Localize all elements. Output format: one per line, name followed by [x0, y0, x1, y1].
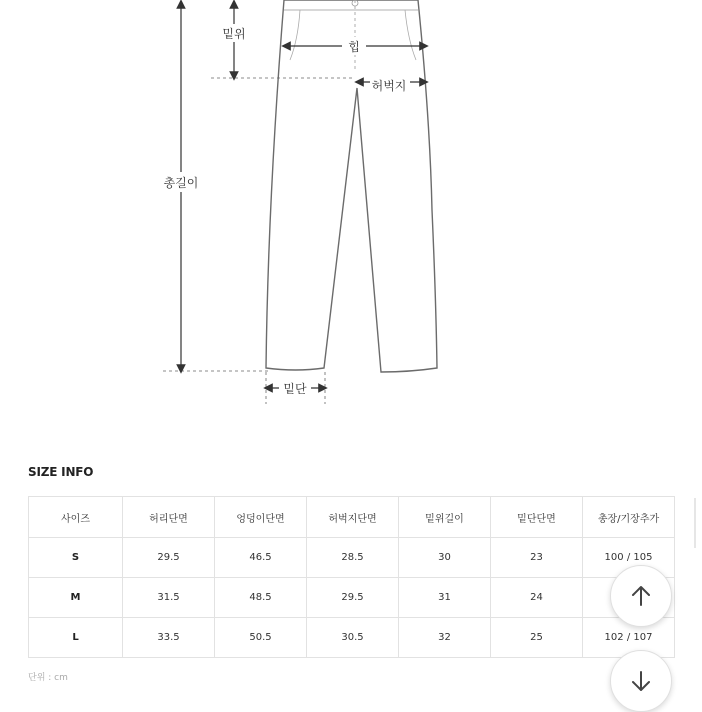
table-row — [29, 578, 675, 618]
cell-rise: 30 — [399, 538, 491, 578]
scroll-down-button[interactable] — [610, 650, 672, 712]
size-table — [28, 496, 675, 658]
size-info-title: SIZE INFO — [28, 465, 94, 479]
hem-measurement — [266, 372, 325, 404]
header-thigh: 허벅지단면 — [307, 497, 399, 538]
header-size: 사이즈 — [29, 497, 123, 538]
cell-rise: 32 — [399, 618, 491, 658]
thigh-measurement — [359, 76, 424, 93]
hip-label: 힙 — [348, 40, 360, 54]
header-hip: 엉덩이단면 — [215, 497, 307, 538]
header-rise: 밑위길이 — [399, 497, 491, 538]
cell-size: L — [29, 618, 123, 658]
cell-waist: 31.5 — [123, 578, 215, 618]
cell-thigh: 29.5 — [307, 578, 399, 618]
cell-rise: 31 — [399, 578, 491, 618]
cell-hip: 46.5 — [215, 538, 307, 578]
header-waist: 허리단면 — [123, 497, 215, 538]
cell-thigh: 28.5 — [307, 538, 399, 578]
arrow-down-icon — [628, 668, 654, 694]
table-row — [29, 538, 675, 578]
cell-hem: 25 — [491, 618, 583, 658]
table-row — [29, 618, 675, 658]
cell-waist: 29.5 — [123, 538, 215, 578]
cell-hip: 48.5 — [215, 578, 307, 618]
hem-label: 밑단 — [283, 382, 307, 396]
cell-hem: 23 — [491, 538, 583, 578]
cell-total-length: 102 / 107 — [583, 618, 675, 658]
cell-hip: 50.5 — [215, 618, 307, 658]
thigh-label: 허벅지 — [371, 79, 407, 93]
rise-label: 밑위 — [222, 27, 246, 41]
total-length-label: 총길이 — [163, 176, 199, 190]
cell-size: M — [29, 578, 123, 618]
cell-waist: 33.5 — [123, 618, 215, 658]
header-total-length: 총장/기장추가 — [583, 497, 675, 538]
pants-outline — [266, 0, 437, 372]
page-edge-divider — [694, 498, 696, 548]
cell-total-length: 100 / 105 — [583, 538, 675, 578]
cell-hem: 24 — [491, 578, 583, 618]
cell-thigh: 30.5 — [307, 618, 399, 658]
cell-size: S — [29, 538, 123, 578]
hip-measurement — [286, 37, 424, 55]
arrow-up-icon — [628, 583, 654, 609]
header-hem: 밑단단면 — [491, 497, 583, 538]
table-header-row — [29, 497, 675, 538]
total-length-measurement — [160, 4, 268, 371]
unit-note: 단위 : cm — [28, 673, 68, 683]
scroll-up-button[interactable] — [610, 565, 672, 627]
